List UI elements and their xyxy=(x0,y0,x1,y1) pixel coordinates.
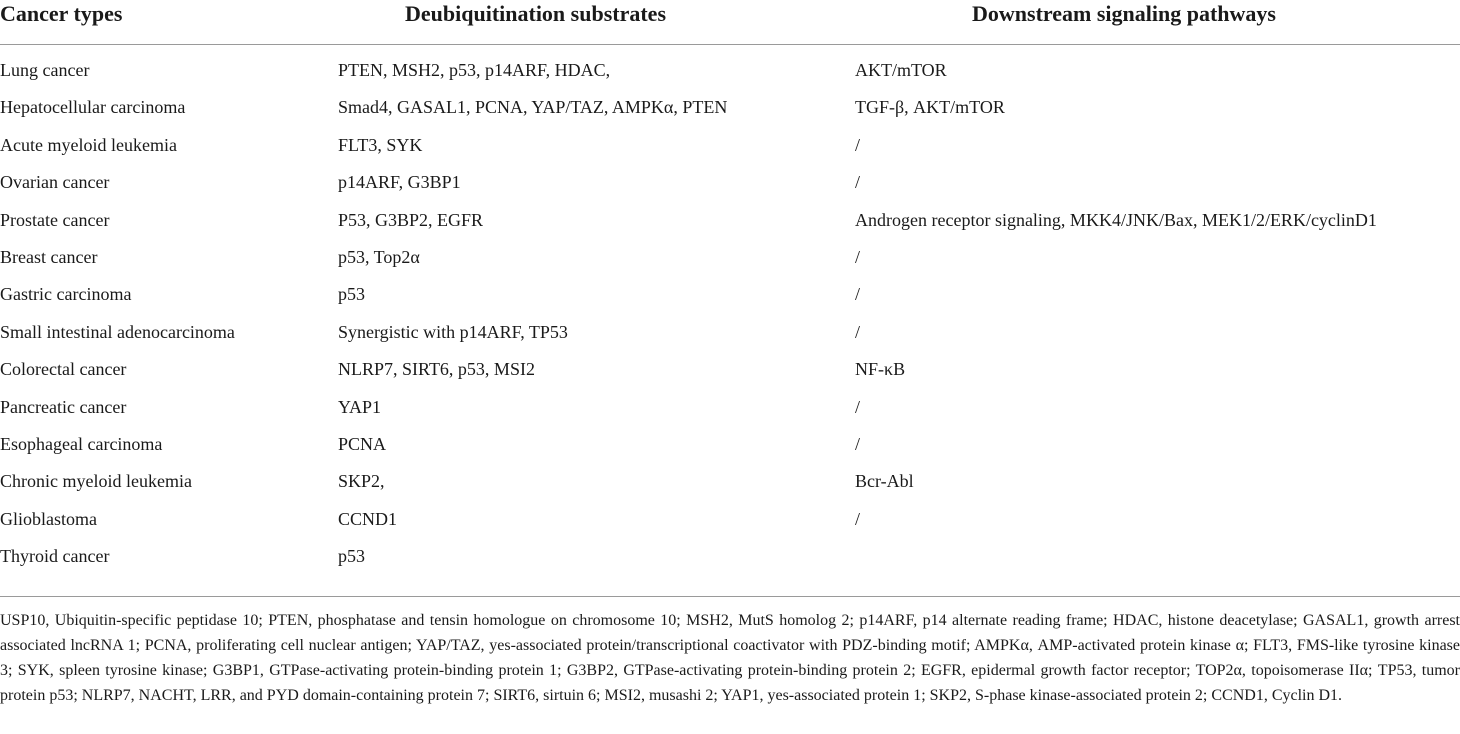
table-body xyxy=(0,59,1460,582)
pathways-cell: / xyxy=(855,396,861,417)
substrates-cell: YAP1 xyxy=(338,396,382,417)
table-row xyxy=(0,59,1460,96)
table-row xyxy=(0,321,1460,358)
cancer-type-cell: Pancreatic cancer xyxy=(0,396,127,417)
cancer-type-cell: Thyroid cancer xyxy=(0,546,110,567)
cancer-type-cell: Chronic myeloid leukemia xyxy=(0,471,192,492)
header-downstream-signaling-pathways: Downstream signaling pathways xyxy=(972,1,1276,26)
cancer-type-cell: Hepatocellular carcinoma xyxy=(0,97,186,118)
pathways-cell: / xyxy=(855,134,861,155)
pathways-cell: / xyxy=(855,284,861,305)
substrates-cell: FLT3, SYK xyxy=(338,134,423,155)
cancer-type-cell: Glioblastoma xyxy=(0,508,97,529)
cancer-type-cell: Esophageal carcinoma xyxy=(0,433,163,454)
substrates-cell: PCNA xyxy=(338,433,387,454)
cancer-type-cell: Breast cancer xyxy=(0,246,98,267)
table-footnote: USP10, Ubiquitin-specific peptidase 10; PTEN, phosphatase and tensin homologue on chromosome 10; MSH2, MutS homolog 2; p14ARF, p14 alternate reading frame; HDAC, histone deacetylase; GASAL1, growth arrest associated lncRNA 1; PCNA, proliferating cell nuclear antigen; YAP/TAZ, yes-associated protein/transcriptional coactivator with PDZ-binding motif; AMPKα, AMP-activated protein kinase α; FLT3, FMS-like tyrosine kinase 3; SYK, spleen tyrosine kinase; G3BP1, GTPase-activating protein-binding protein 1; G3BP2, GTPase-activating protein-binding protein 2; EGFR, epidermal growth factor receptor; TOP2α, topoisomerase IIα; TP53, tumor protein p53; NLRP7, NACHT, LRR, and PYD domain-containing protein 7; SIRT6, sirtuin 6; MSI2, musashi 2; YAP1, yes-associated protein 1; SKP2, S-phase kinase-associated protein 2; CCND1, Cyclin D1. xyxy=(0,612,1460,704)
table-row xyxy=(0,209,1460,246)
header-cancer-types: Cancer types xyxy=(0,1,123,26)
substrates-cell: P53, G3BP2, EGFR xyxy=(338,209,484,230)
substrates-cell: Smad4, GASAL1, PCNA, YAP/TAZ, AMPKα, PTEN xyxy=(338,97,728,118)
table-row xyxy=(0,545,1460,582)
pathways-cell: AKT/mTOR xyxy=(855,60,947,80)
table-row xyxy=(0,96,1460,133)
table-row xyxy=(0,246,1460,283)
table-row xyxy=(0,396,1460,433)
cancer-type-cell: Ovarian cancer xyxy=(0,172,110,193)
cancer-type-cell: Gastric carcinoma xyxy=(0,284,132,305)
table-row xyxy=(0,283,1460,320)
substrates-cell: PTEN, MSH2, p53, p14ARF, HDAC, xyxy=(338,60,611,80)
table-bottom-rule xyxy=(0,596,1460,597)
pathways-cell: / xyxy=(855,321,861,342)
cancer-type-cell: Acute myeloid leukemia xyxy=(0,134,177,155)
pathways-cell: / xyxy=(855,172,861,193)
substrates-cell: Synergistic with p14ARF, TP53 xyxy=(338,321,568,342)
substrates-cell: p14ARF, G3BP1 xyxy=(338,172,461,193)
substrates-cell: p53 xyxy=(338,284,365,305)
substrates-cell: SKP2, xyxy=(338,471,385,492)
pathways-cell: / xyxy=(855,246,861,267)
table-row xyxy=(0,358,1460,395)
pathways-cell: NF-κB xyxy=(855,359,906,380)
table-row xyxy=(0,433,1460,470)
table-row xyxy=(0,171,1460,208)
pathways-cell: / xyxy=(855,433,861,454)
pathways-cell: Androgen receptor signaling, MKK4/JNK/Bax, MEK1/2/ERK/cyclinD1 xyxy=(855,209,1377,230)
pathways-cell: TGF-β, AKT/mTOR xyxy=(855,97,1005,118)
pathways-cell: Bcr-Abl xyxy=(855,471,914,492)
table-row xyxy=(0,470,1460,507)
table-row xyxy=(0,134,1460,171)
cancer-type-cell: Prostate cancer xyxy=(0,209,110,230)
substrates-cell: p53, Top2α xyxy=(338,246,420,267)
pathways-cell: / xyxy=(855,508,861,529)
cancer-type-cell: Lung cancer xyxy=(0,60,90,80)
substrates-cell: CCND1 xyxy=(338,508,398,529)
table-row xyxy=(0,508,1460,545)
substrates-cell: NLRP7, SIRT6, p53, MSI2 xyxy=(338,359,535,380)
cancer-type-cell: Colorectal cancer xyxy=(0,359,127,380)
substrates-cell: p53 xyxy=(338,546,365,567)
table-header xyxy=(0,0,1460,45)
cancer-type-cell: Small intestinal adenocarcinoma xyxy=(0,321,235,342)
header-deubiquitination-substrates: Deubiquitination substrates xyxy=(405,1,667,26)
